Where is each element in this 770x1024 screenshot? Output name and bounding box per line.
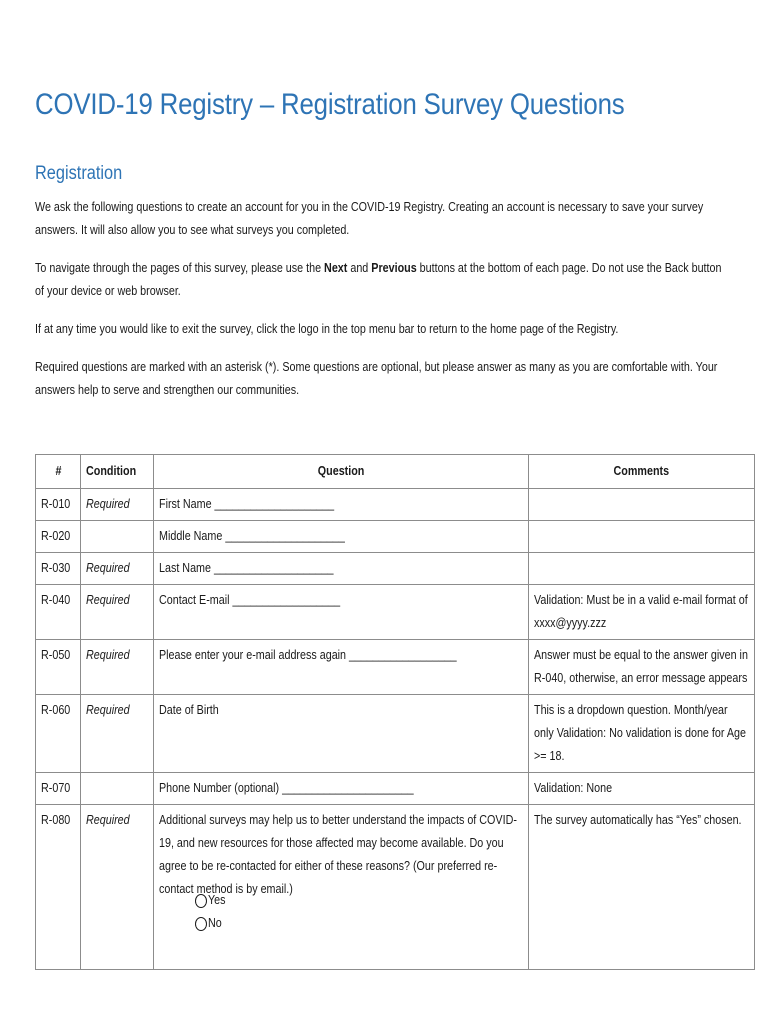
row-id: R-020: [36, 521, 81, 553]
section-heading: Registration: [35, 163, 123, 184]
row-condition: Required: [81, 553, 154, 585]
row-condition: Required: [81, 489, 154, 521]
intro-paragraph: We ask the following questions to create an account for you in the COVID-19 Registry. Creating an account is necessary to save your survey answers. It will also allow you to see what surveys you completed.: [35, 200, 704, 237]
header-condition: Condition: [81, 455, 154, 489]
row-condition: Required: [81, 805, 154, 970]
row-condition: Required: [81, 695, 154, 773]
row-question: Additional surveys may help us to better understand the impacts of COVID-19, and new resources for those affected may become available. Do you agree to be re-contacted for either of these reasons? (Our preferred re-contact method is by email.) Yes No: [154, 805, 529, 970]
row-condition: [81, 773, 154, 805]
row-id: R-040: [36, 585, 81, 640]
row-comment: The survey automatically has “Yes” chosen.: [529, 805, 755, 970]
row-comment: This is a dropdown question. Month/year only Validation: No validation is done for Age >= 18.: [529, 695, 755, 773]
page-title: COVID-19 Registry – Registration Survey Questions: [35, 88, 625, 121]
row-id: R-050: [36, 640, 81, 695]
row-question: Date of Birth: [154, 695, 529, 773]
row-id: R-080: [36, 805, 81, 970]
radio-no-icon[interactable]: [195, 917, 207, 931]
row-question: Contact E-mail __________________: [154, 585, 529, 640]
option-yes[interactable]: Yes: [159, 889, 523, 912]
header-num: #: [36, 455, 81, 489]
row-question: Middle Name ____________________: [154, 521, 529, 553]
row-question: Please enter your e-mail address again __________________: [154, 640, 529, 695]
row-comment: Answer must be equal to the answer given in R-040, otherwise, an error message appears: [529, 640, 755, 695]
row-comment: Validation: None: [529, 773, 755, 805]
navigation-paragraph: To navigate through the pages of this survey, please use the Next and Previous buttons at the bottom of each page. Do not use the Back button of your device or web browser.: [35, 261, 722, 298]
exit-paragraph: If at any time you would like to exit the survey, click the logo in the top menu bar to return to the home page of the Registry.: [35, 322, 619, 336]
table-row: [36, 521, 755, 553]
row-question: Phone Number (optional) ______________________: [154, 773, 529, 805]
table-row: [36, 805, 755, 970]
header-question: Question: [154, 455, 529, 489]
table-row: [36, 489, 755, 521]
row-comment: [529, 489, 755, 521]
table-row: [36, 553, 755, 585]
table-row: [36, 640, 755, 695]
row-question: First Name ____________________: [154, 489, 529, 521]
required-paragraph: Required questions are marked with an asterisk (*). Some questions are optional, but please answer as many as you are comfortable with. Your answers help to serve and strengthen our communities.: [35, 360, 718, 397]
option-no[interactable]: No: [159, 912, 523, 935]
header-comments: Comments: [529, 455, 755, 489]
row-condition: Required: [81, 640, 154, 695]
table-row: [36, 773, 755, 805]
row-id: R-070: [36, 773, 81, 805]
row-id: R-060: [36, 695, 81, 773]
row-condition: [81, 521, 154, 553]
table-header-row: [36, 455, 755, 489]
row-comment: [529, 553, 755, 585]
row-question: Last Name ____________________: [154, 553, 529, 585]
table-row: [36, 695, 755, 773]
row-comment: Validation: Must be in a valid e-mail format of xxxx@yyyy.zzz: [529, 585, 755, 640]
row-id: R-030: [36, 553, 81, 585]
table-row: [36, 585, 755, 640]
questions-table: [35, 454, 755, 970]
row-id: R-010: [36, 489, 81, 521]
row-comment: [529, 521, 755, 553]
row-condition: Required: [81, 585, 154, 640]
